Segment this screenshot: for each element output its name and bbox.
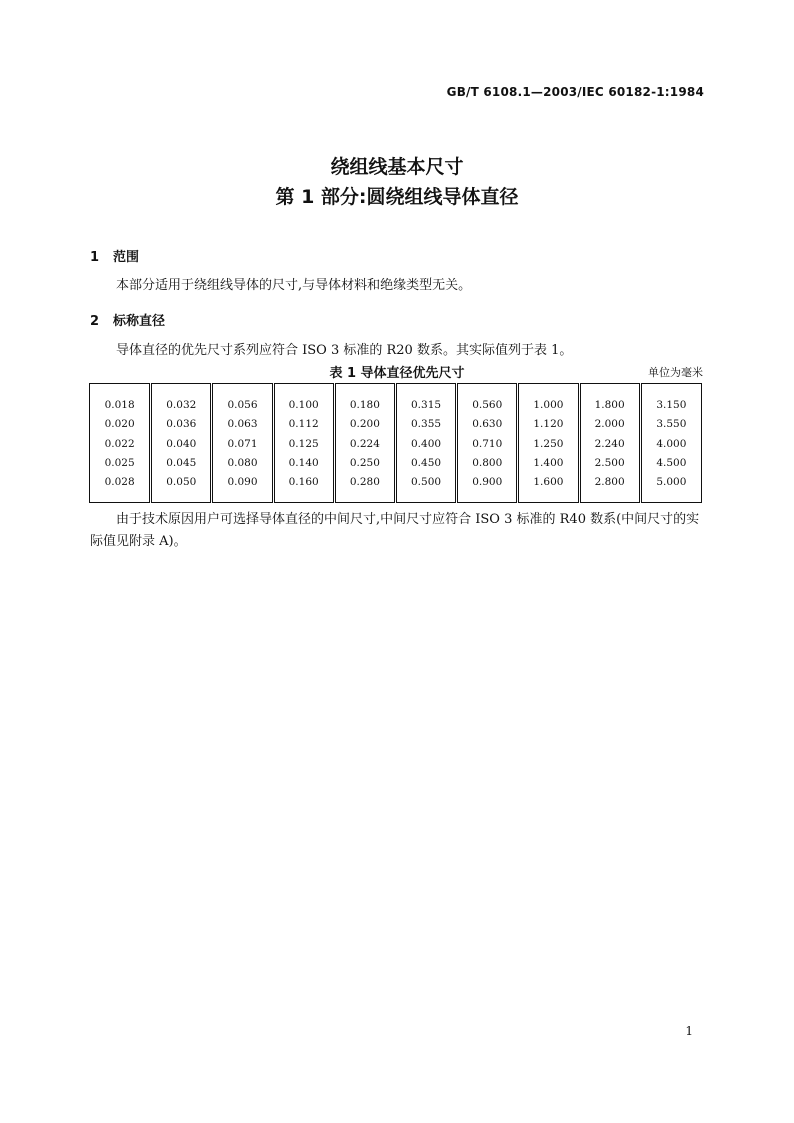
section-title: 范围 bbox=[113, 250, 140, 265]
table-cell: 0.710 bbox=[472, 437, 503, 450]
table-cell: 0.018 bbox=[104, 399, 135, 411]
section-heading-nominal-diameter bbox=[90, 310, 165, 329]
table-cell: 2.000 bbox=[594, 418, 625, 431]
table-cell: 0.100 bbox=[288, 399, 319, 411]
table-cell: 0.032 bbox=[166, 399, 197, 411]
table-cell: 1.400 bbox=[533, 456, 564, 469]
table-cell: 4.000 bbox=[656, 437, 687, 450]
table-cell: 0.045 bbox=[166, 456, 197, 469]
table-cell: 3.150 bbox=[656, 399, 687, 411]
section-number: 1 bbox=[90, 250, 100, 265]
table-column bbox=[395, 384, 456, 503]
table-cell: 0.200 bbox=[349, 418, 380, 431]
table-cell: 0.224 bbox=[349, 437, 380, 450]
table-cell: 1.250 bbox=[533, 437, 564, 450]
table-cell: 0.160 bbox=[288, 476, 319, 489]
section-heading-scope bbox=[90, 246, 139, 265]
section-paragraph-nominal-diameter: 导体直径的优先尺寸系列应符合 ISO 3 标准的 R20 数系。其实际值列于表 1。 bbox=[116, 343, 573, 358]
table-cell: 0.040 bbox=[166, 437, 197, 450]
section-paragraph-scope: 本部分适用于绕组线导体的尺寸,与导体材料和绝缘类型无关。 bbox=[116, 278, 472, 293]
table-cell: 2.800 bbox=[594, 476, 625, 489]
diameter-table bbox=[89, 383, 702, 503]
table-cell: 4.500 bbox=[656, 456, 687, 469]
table-cell: 0.022 bbox=[104, 437, 135, 450]
table-cell: 0.280 bbox=[349, 476, 380, 489]
table-column bbox=[640, 384, 701, 503]
section-title: 标称直径 bbox=[113, 314, 166, 329]
table-column bbox=[212, 384, 273, 503]
table-cell: 0.800 bbox=[472, 456, 503, 469]
standard-number: GB/T 6108.1—2003/IEC 60182-1:1984 bbox=[446, 85, 704, 99]
table-column bbox=[457, 384, 518, 503]
table-cell: 0.063 bbox=[227, 418, 258, 431]
closing-paragraph: 由于技术原因用户可选择导体直径的中间尺寸,中间尺寸应符合 ISO 3 标准的 R40 数系(中间尺寸的实际值见附录 A)。 bbox=[90, 512, 700, 549]
table-cell: 0.125 bbox=[288, 437, 319, 450]
table-column bbox=[273, 384, 334, 503]
table-cell: 0.050 bbox=[166, 476, 197, 489]
table-cell: 0.036 bbox=[166, 418, 197, 431]
table-cell: 1.800 bbox=[594, 399, 625, 411]
table-cell: 0.630 bbox=[472, 418, 503, 431]
table-cell: 0.400 bbox=[411, 437, 442, 450]
table-cell: 0.112 bbox=[288, 418, 319, 431]
table-cell: 0.355 bbox=[411, 418, 442, 431]
table-cell: 0.020 bbox=[104, 418, 135, 431]
table-column bbox=[518, 384, 579, 503]
document-subtitle: 第 1 部分:圆绕组线导体直径 bbox=[275, 186, 519, 208]
table-cell: 0.090 bbox=[227, 476, 258, 489]
table-cell: 0.315 bbox=[411, 399, 442, 411]
table-caption: 表 1 导体直径优先尺寸 bbox=[329, 366, 465, 381]
table-cell: 5.000 bbox=[656, 476, 687, 489]
table-cell: 0.028 bbox=[104, 476, 135, 489]
table-cell: 0.450 bbox=[411, 456, 442, 469]
table-cell: 0.071 bbox=[227, 437, 258, 450]
section-number: 2 bbox=[90, 314, 100, 329]
table-cell: 0.560 bbox=[472, 399, 503, 411]
table-unit-note: 单位为毫米 bbox=[648, 366, 703, 379]
table-cell: 1.000 bbox=[533, 399, 564, 411]
table-cell: 2.240 bbox=[594, 437, 625, 450]
table-cell: 2.500 bbox=[594, 456, 625, 469]
table-cell: 1.120 bbox=[533, 418, 564, 431]
table-cell: 0.080 bbox=[227, 456, 258, 469]
table-column bbox=[90, 384, 151, 503]
table-row bbox=[90, 384, 702, 503]
table-cell: 0.500 bbox=[411, 476, 442, 489]
table-cell: 0.056 bbox=[227, 399, 258, 411]
document-title: 绕组线基本尺寸 bbox=[330, 156, 464, 178]
table-cell: 0.250 bbox=[349, 456, 380, 469]
page-number: 1 bbox=[685, 1024, 693, 1038]
table-cell: 0.900 bbox=[472, 476, 503, 489]
table-cell: 0.180 bbox=[349, 399, 380, 411]
table-cell: 1.600 bbox=[533, 476, 564, 489]
table-cell: 0.140 bbox=[288, 456, 319, 469]
table-column bbox=[151, 384, 212, 503]
table-column bbox=[334, 384, 395, 503]
table-cell: 0.025 bbox=[104, 456, 135, 469]
table-cell: 3.550 bbox=[656, 418, 687, 431]
table-column bbox=[579, 384, 640, 503]
